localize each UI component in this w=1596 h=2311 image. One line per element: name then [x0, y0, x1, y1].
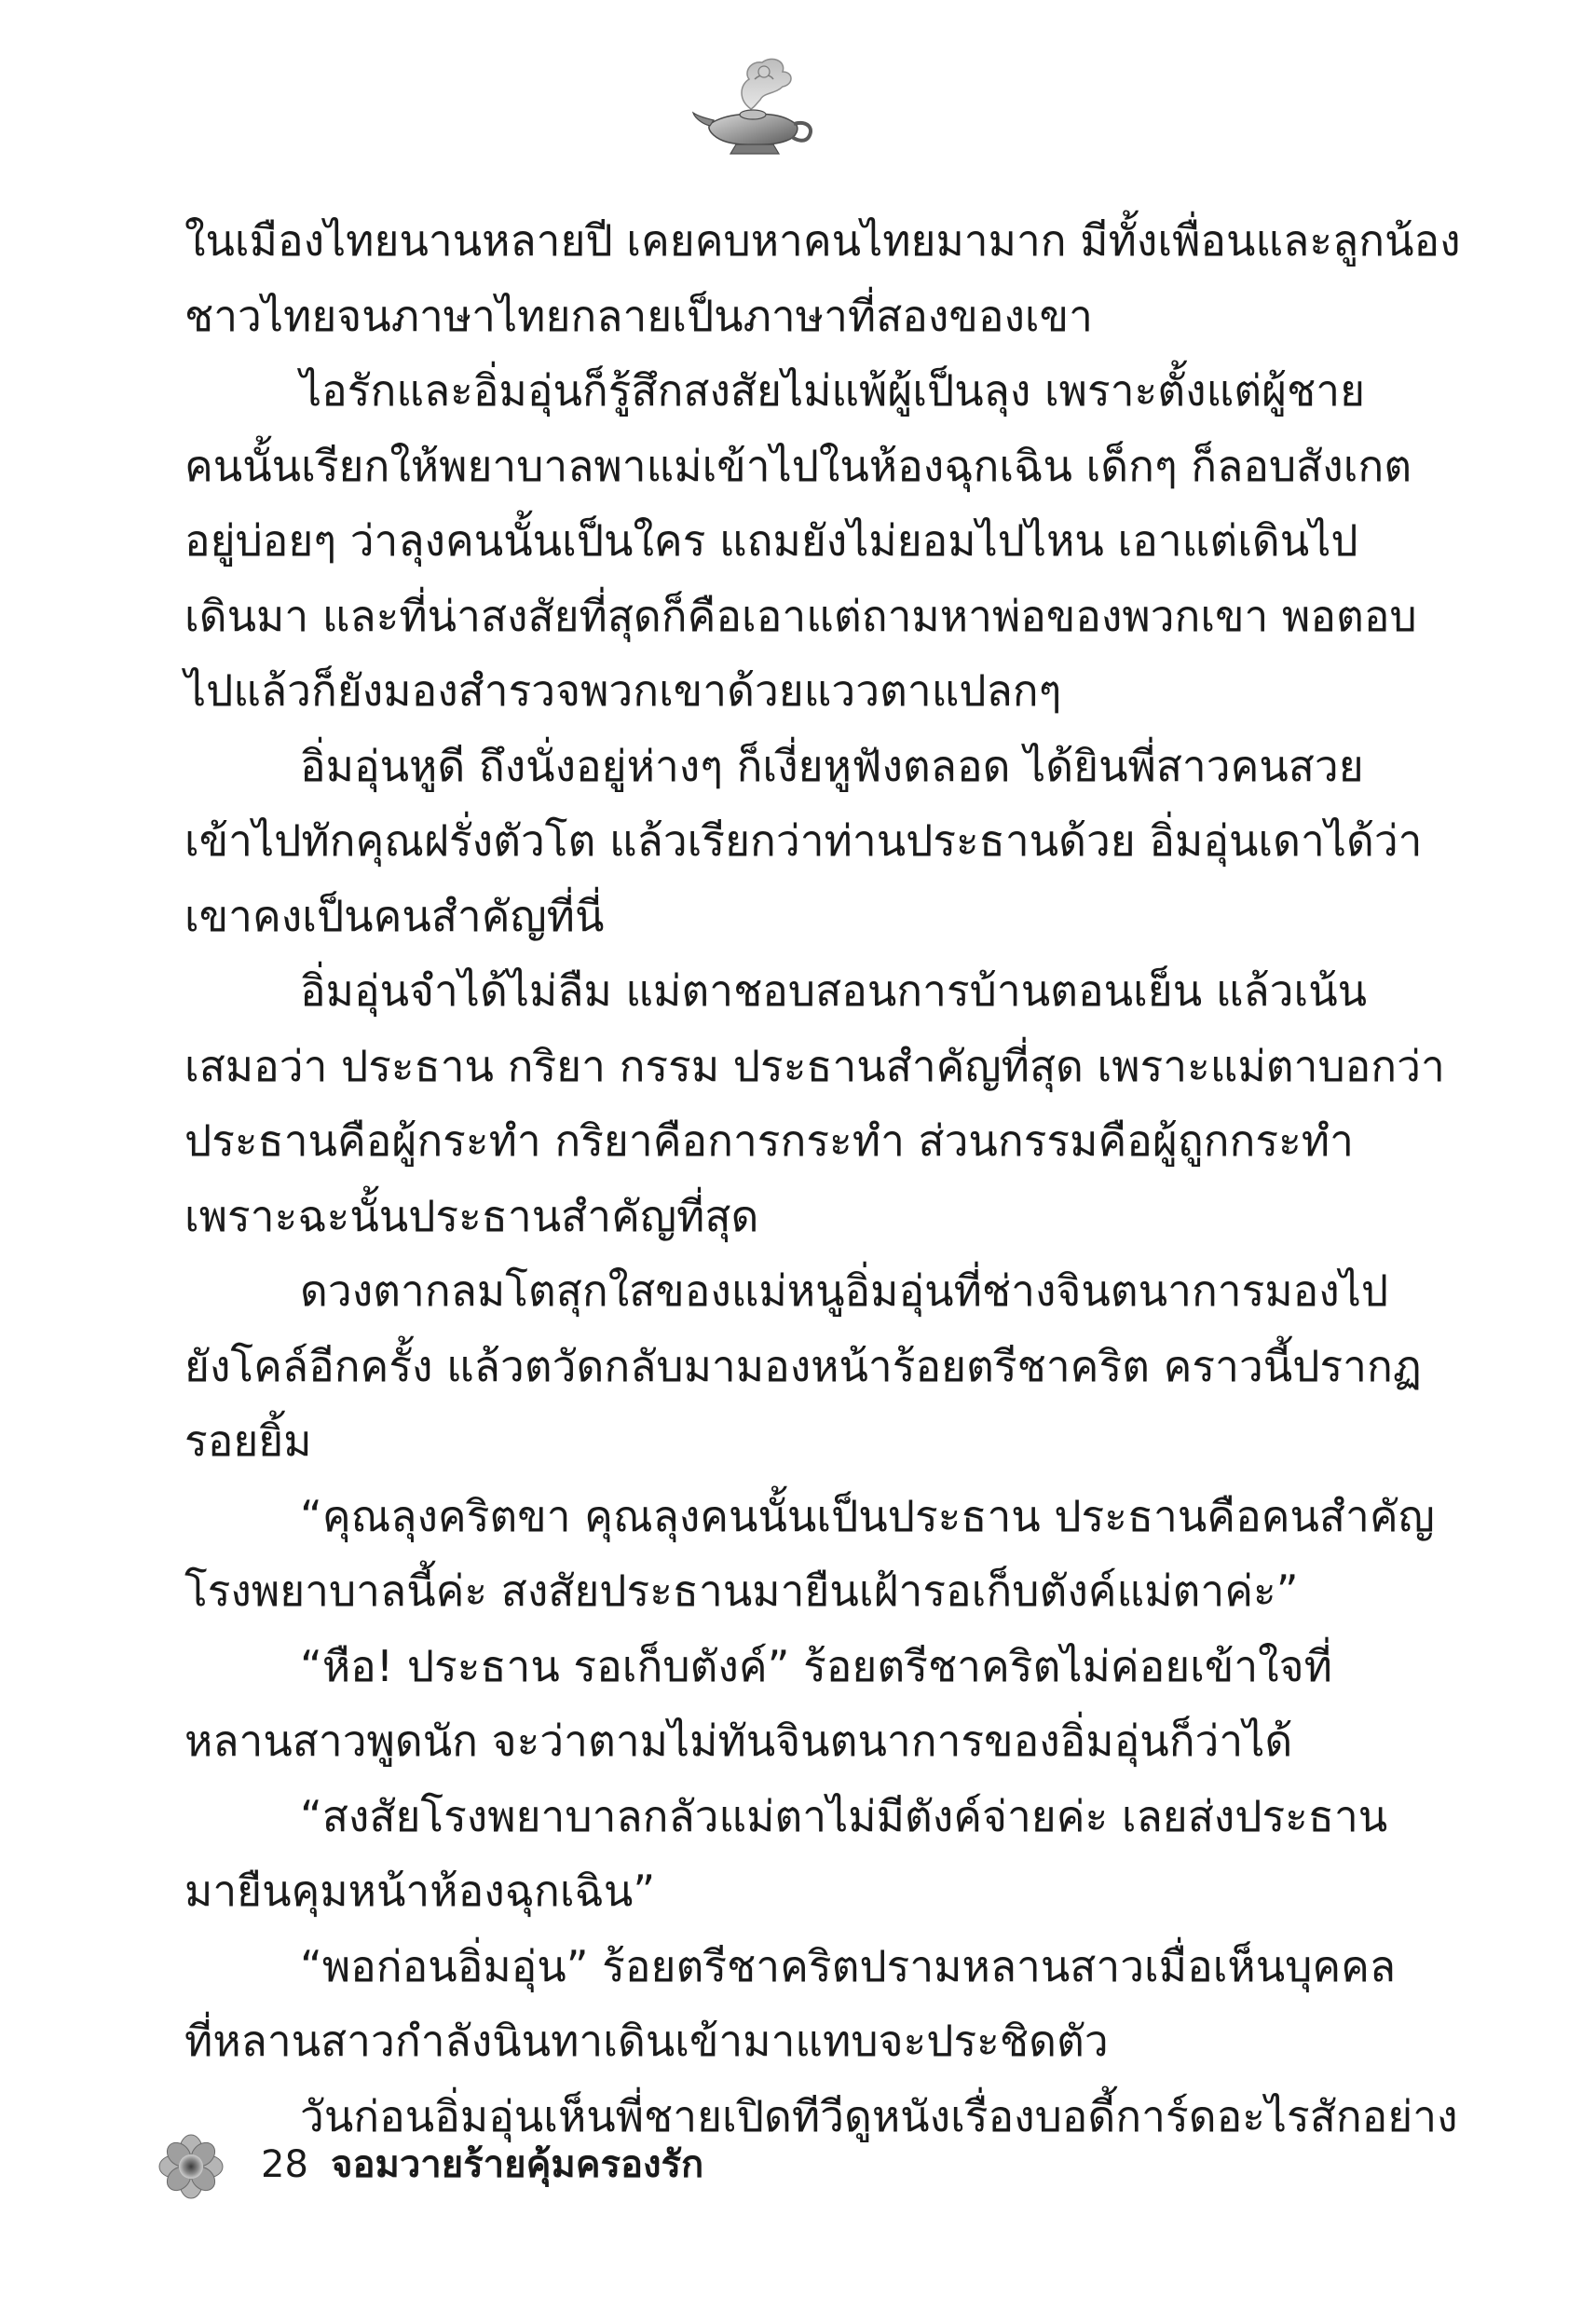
paragraph-first-line: “พอก่อนอิ่มอุ่น” ร้อยตรีชาคริตปรามหลานสาวเมื่อเห็นบุคคล [300, 1940, 1397, 1991]
paragraph-first-line: ดวงตากลมโตสุกใสของแม่หนูอิ่มอุ่นที่ช่างจินตนาการมองไป [300, 1265, 1389, 1316]
genie-lamp-icon [689, 51, 820, 163]
text-line: เดินมา และที่น่าสงสัยที่สุดก็คือเอาแต่ถามหาพ่อของพวกเขา พอตอบ [184, 590, 1417, 641]
text-line: หลานสาวพูดนัก จะว่าตามไม่ทันจินตนาการของอิ่มอุ่นก็ว่าได้ [184, 1716, 1293, 1766]
paragraph-first-line: “หือ! ประธาน รอเก็บตังค์” ร้อยตรีชาคริตไม่ค่อยเข้าใจที่ [300, 1640, 1332, 1691]
paragraph-first-line: “สงสัยโรงพยาบาลกลัวแม่ตาไม่มีตังค์จ่ายค่ะ เลยส่งประธาน [300, 1790, 1388, 1841]
text-line: ที่หลานสาวกำลังนินทาเดินเข้ามาแทบจะประชิดตัว [184, 2016, 1109, 2066]
page-number: 28 [261, 2143, 308, 2186]
flower-icon [154, 2129, 228, 2204]
text-line: ไปแล้วก็ยังมองสำรวจพวกเขาด้วยแววตาแปลกๆ [184, 665, 1062, 716]
text-line: มายืนคุมหน้าห้องฉุกเฉิน” [184, 1866, 656, 1916]
text-line: ประธานคือผู้กระทำ กริยาคือการกระทำ ส่วนกรรมคือผู้ถูกกระทำ [184, 1115, 1354, 1166]
text-line: อยู่บ่อยๆ ว่าลุงคนนั้นเป็นใคร แถมยังไม่ยอมไปไหน เอาแต่เดินไป [184, 515, 1358, 566]
text-line: เพราะฉะนั้นประธานสำคัญที่สุด [184, 1190, 759, 1241]
text-line: ยังโคล์อีกครั้ง แล้วตวัดกลับมามองหน้าร้อยตรีชาคริต คราวนี้ปรากฏ [184, 1340, 1422, 1391]
paragraph-first-line: ไอรักและอิ่มอุ่นก็รู้สึกสงสัยไม่แพ้ผู้เป็นลุง เพราะตั้งแต่ผู้ชาย [300, 365, 1366, 416]
text-line: โรงพยาบาลนี้ค่ะ สงสัยประธานมายืนเฝ้ารอเก็บตังค์แม่ตาค่ะ” [184, 1566, 1299, 1616]
text-line: คนนั้นเรียกให้พยาบาลพาแม่เข้าไปในห้องฉุกเฉิน เด็กๆ ก็ลอบสังเกต [184, 440, 1412, 491]
paragraph-first-line: อิ่มอุ่นหูดี ถึงนั่งอยู่ห่างๆ ก็เงี่ยหูฟังตลอด ได้ยินพี่สาวคนสวย [300, 740, 1364, 791]
text-line: เข้าไปทักคุณฝรั่งตัวโต แล้วเรียกว่าท่านประธานด้วย อิ่มอุ่นเดาได้ว่า [184, 815, 1423, 866]
paragraph-first-line: อิ่มอุ่นจำได้ไม่ลืม แม่ตาชอบสอนการบ้านตอนเย็น แล้วเน้น [300, 965, 1368, 1016]
book-title: จอมวายร้ายคุ้มครองรัก [331, 2143, 704, 2186]
text-line: เสมอว่า ประธาน กริยา กรรม ประธานสำคัญที่สุด เพราะแม่ตาบอกว่า [184, 1040, 1445, 1091]
text-line: ชาวไทยจนภาษาไทยกลายเป็นภาษาที่สองของเขา [184, 290, 1093, 341]
text-line: ในเมืองไทยนานหลายปี เคยคบหาคนไทยมามาก มีทั้งเพื่อนและลูกน้อง [184, 215, 1461, 266]
paragraph-first-line: วันก่อนอิ่มอุ่นเห็นพี่ชายเปิดทีวีดูหนังเรื่องบอดี้การ์ดอะไรสักอย่าง [300, 2090, 1458, 2141]
page-footer [154, 2129, 806, 2204]
text-line: รอยยิ้ม [184, 1415, 312, 1466]
body-text [184, 203, 1461, 2154]
text-line: เขาคงเป็นคนสำคัญที่นี่ [184, 890, 605, 941]
paragraph-first-line: “คุณลุงคริตขา คุณลุงคนนั้นเป็นประธาน ประธานคือคนสำคัญ [300, 1490, 1435, 1541]
